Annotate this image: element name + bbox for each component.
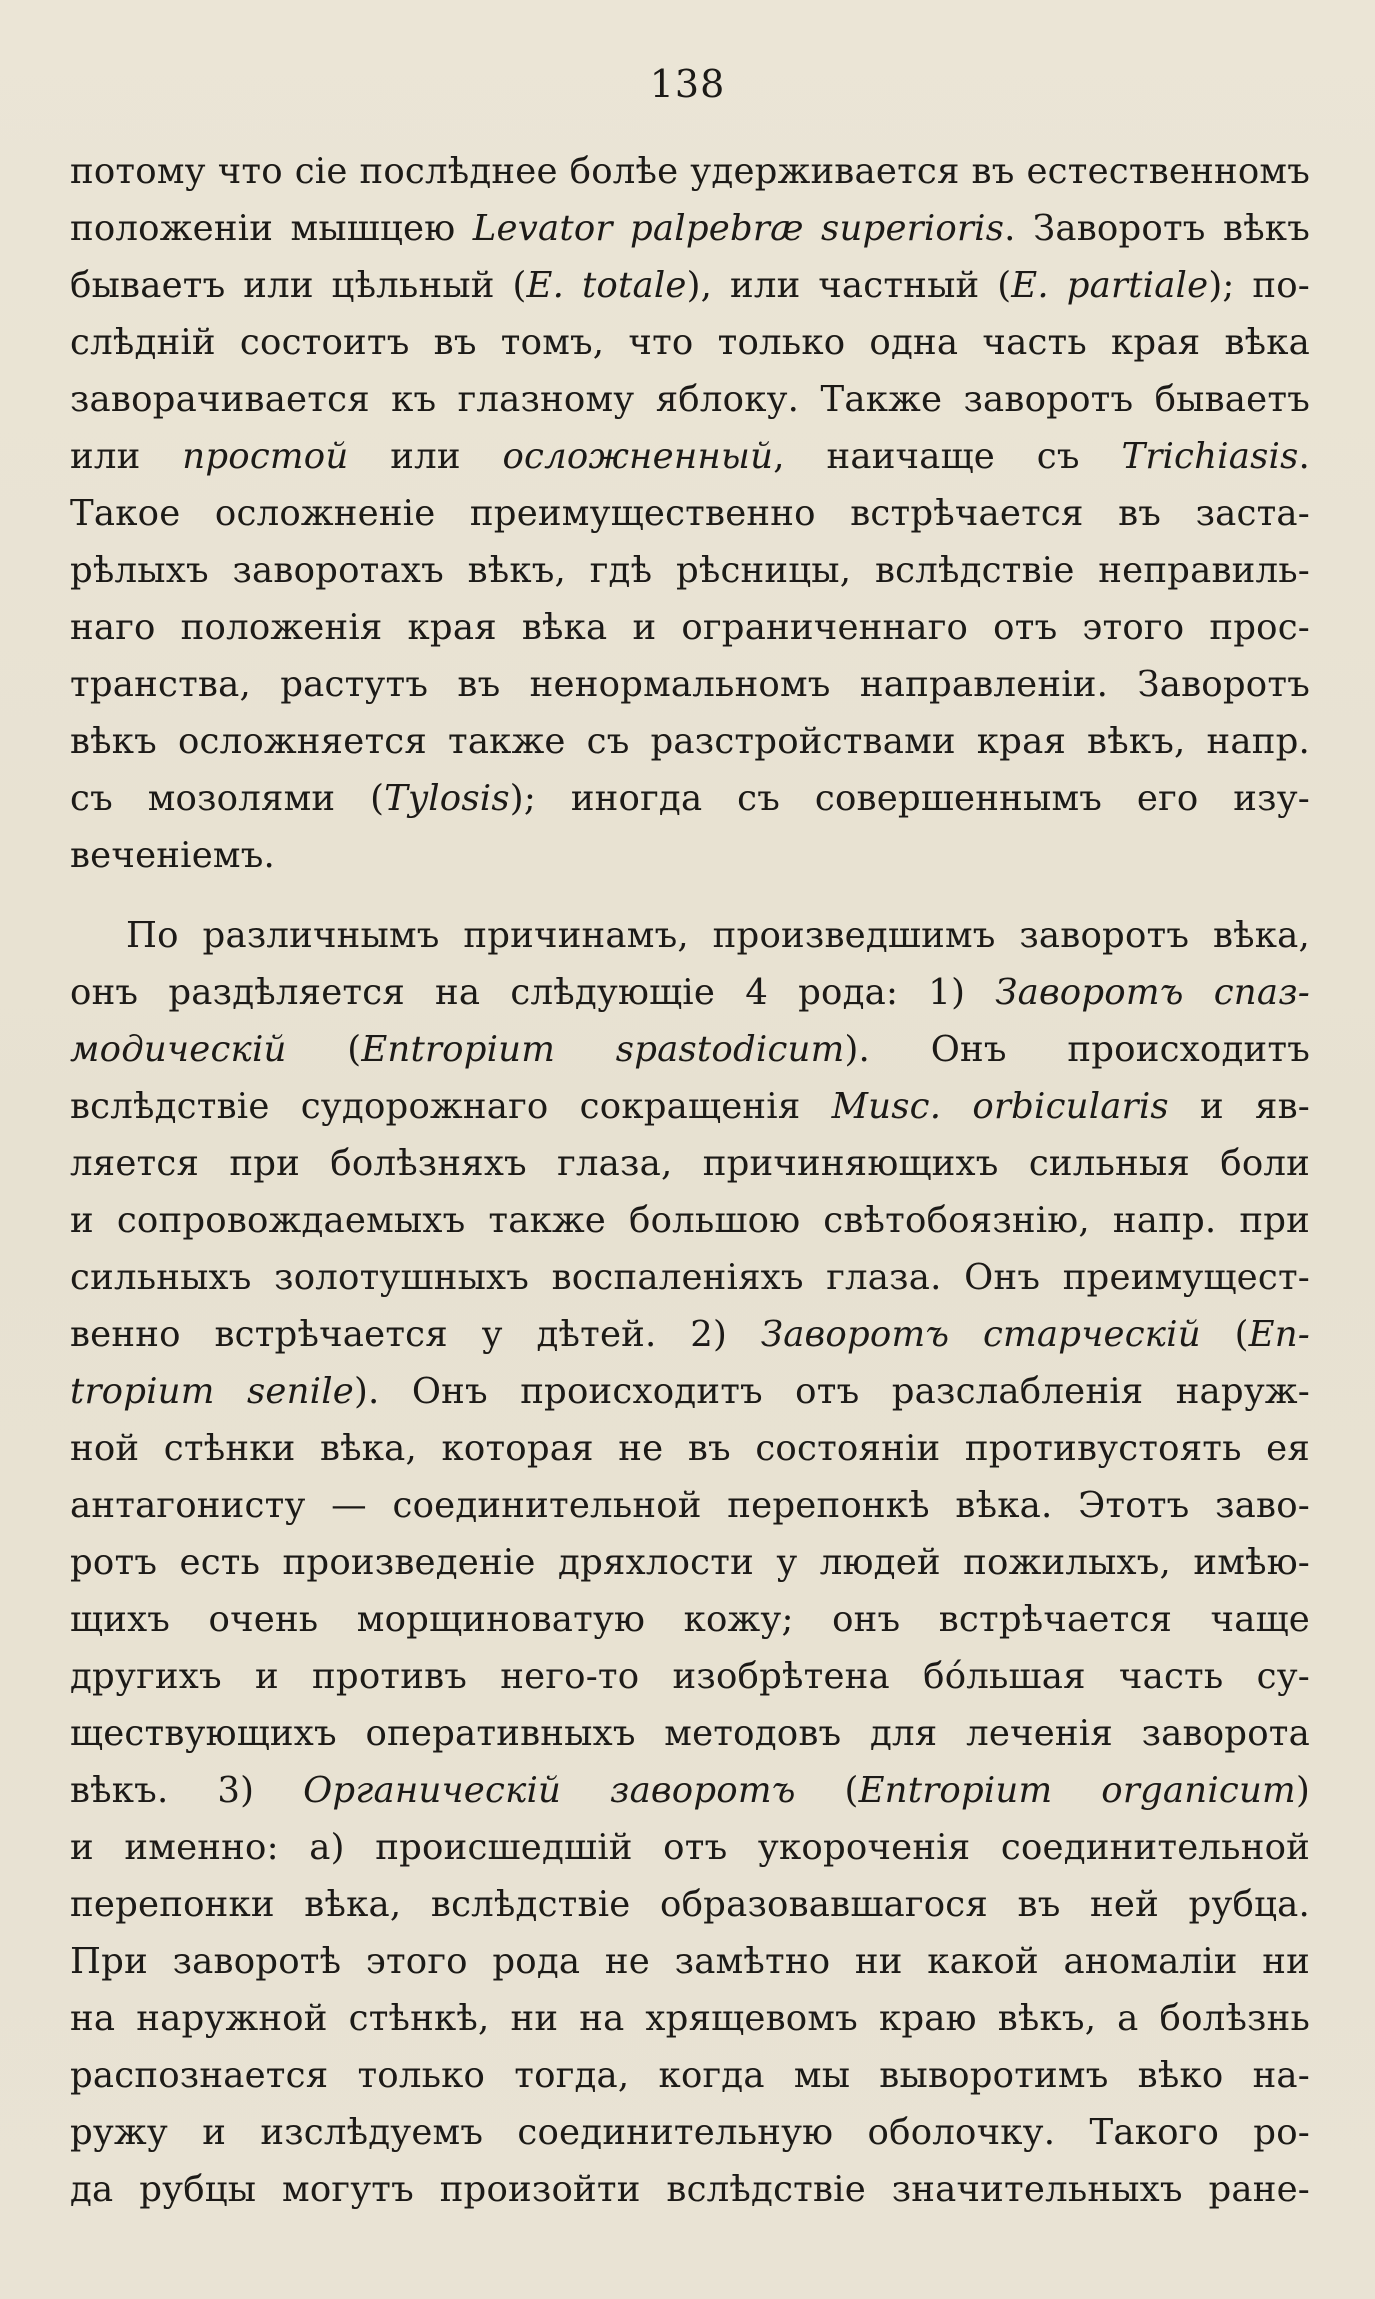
italic-term: Органическій заворотъ (303, 1770, 796, 1811)
text-line: положеніи мышцею Levator palpebræ superioris. Заворотъ вѣкъ (70, 208, 1310, 249)
italic-term: tropium senile (70, 1371, 354, 1412)
text-line: ществующихъ оперативныхъ методовъ для леченія заворота (70, 1713, 1310, 1754)
text-line: tropium senile). Онъ происходитъ отъ разслабленія наруж- (70, 1371, 1310, 1412)
italic-term: модическій (70, 1029, 287, 1070)
page-text (70, 143, 1310, 2218)
text-line: модическій (Entropium spastodicum). Онъ происходитъ (70, 1029, 1310, 1070)
italic-term: En- (1248, 1314, 1310, 1355)
text-line: слѣдній состоитъ въ томъ, что только одна часть края вѣка (70, 322, 1310, 363)
paragraph-1 (70, 143, 1310, 884)
text-line: вѣкъ осложняется также съ разстройствами края вѣкъ, напр. (70, 721, 1310, 762)
italic-term: Entropium organicum (858, 1770, 1296, 1811)
text-line: При заворотѣ этого рода не замѣтно ни какой аномаліи ни (70, 1941, 1310, 1982)
text-line: распознается только тогда, когда мы выворотимъ вѣко на- (70, 2055, 1310, 2096)
text-line: антагонисту — соединительной перепонкѣ вѣка. Этотъ заво- (70, 1485, 1310, 1526)
text-line: щихъ очень морщиноватую кожу; онъ встрѣчается чаще (70, 1599, 1310, 1640)
italic-term: E. partiale (1011, 265, 1209, 306)
text-line: онъ раздѣляется на слѣдующіе 4 рода: 1) Заворотъ спаз- (70, 972, 1310, 1013)
text-line: на наружной стѣнкѣ, ни на хрящевомъ краю вѣкъ, а болѣзнь (70, 1998, 1310, 2039)
text-line: наго положенія края вѣка и ограниченнаго отъ этого прос- (70, 607, 1310, 648)
text-line: вѣкъ. 3) Органическій заворотъ (Entropium organicum) (70, 1770, 1310, 1811)
italic-term: Trichiasis (1121, 436, 1299, 477)
text-line: веченіемъ. (70, 835, 275, 876)
text-line: транства, растутъ въ ненормальномъ направленіи. Заворотъ (70, 664, 1310, 705)
italic-term: Заворотъ спаз- (995, 972, 1310, 1013)
text-line: венно встрѣчается у дѣтей. 2) Заворотъ старческій (En- (70, 1314, 1310, 1355)
text-line: ружу и изслѣдуемъ соединительную оболочку. Такого ро- (70, 2112, 1310, 2153)
text-line: да рубцы могутъ произойти вслѣдствіе значительныхъ ране- (70, 2169, 1310, 2210)
text-line: сильныхъ золотушныхъ воспаленіяхъ глаза. Онъ преимущест- (70, 1257, 1310, 1298)
text-line: потому что сіе послѣднее болѣе удерживается въ естественномъ (70, 151, 1310, 192)
text-line: Такое осложненіе преимущественно встрѣчается въ заста- (70, 493, 1310, 534)
text-line: другихъ и противъ него-то изобрѣтена бо́льшая часть су- (70, 1656, 1310, 1697)
text-line: бываетъ или цѣльный (E. totale), или частный (E. partiale); по- (70, 265, 1310, 306)
text-line: ротъ есть произведеніе дряхлости у людей пожилыхъ, имѣю- (70, 1542, 1310, 1583)
text-line: перепонки вѣка, вслѣдствіе образовавшагося въ ней рубца. (70, 1884, 1310, 1925)
italic-term: Musc. orbicularis (831, 1086, 1169, 1127)
italic-term: Levator palpebræ superioris (472, 208, 1005, 249)
paragraph-2 (70, 907, 1310, 2218)
italic-term: E. totale (526, 265, 687, 306)
text-line: рѣлыхъ заворотахъ вѣкъ, гдѣ рѣсницы, вслѣдствіе неправиль- (70, 550, 1310, 591)
italic-term: осложненный (502, 436, 774, 477)
text-line: или простой или осложненный, наичаще съ Trichiasis. (70, 436, 1310, 477)
text-line: вслѣдствіе судорожнаго сокращенія Musc. orbicularis и яв- (70, 1086, 1310, 1127)
italic-term: простой (182, 436, 349, 477)
italic-term: Заворотъ старческій (760, 1314, 1201, 1355)
page-number: 138 (649, 62, 726, 106)
text-line: и сопровождаемыхъ также большою свѣтобоязнію, напр. при (70, 1200, 1310, 1241)
italic-term: Tylosis (384, 778, 510, 819)
text-line: и именно: а) происшедшій отъ укороченія соединительной (70, 1827, 1310, 1868)
text-line: ной стѣнки вѣка, которая не въ состояніи противустоять ея (70, 1428, 1310, 1469)
italic-term: Entropium spastodicum (361, 1029, 845, 1070)
text-line: съ мозолями (Tylosis); иногда съ совершеннымъ его изу- (70, 778, 1310, 819)
text-line: По различнымъ причинамъ, произведшимъ заворотъ вѣка, (126, 915, 1310, 956)
text-line: ляется при болѣзняхъ глаза, причиняющихъ сильныя боли (70, 1143, 1310, 1184)
text-line: заворачивается къ глазному яблоку. Также заворотъ бываетъ (70, 379, 1310, 420)
